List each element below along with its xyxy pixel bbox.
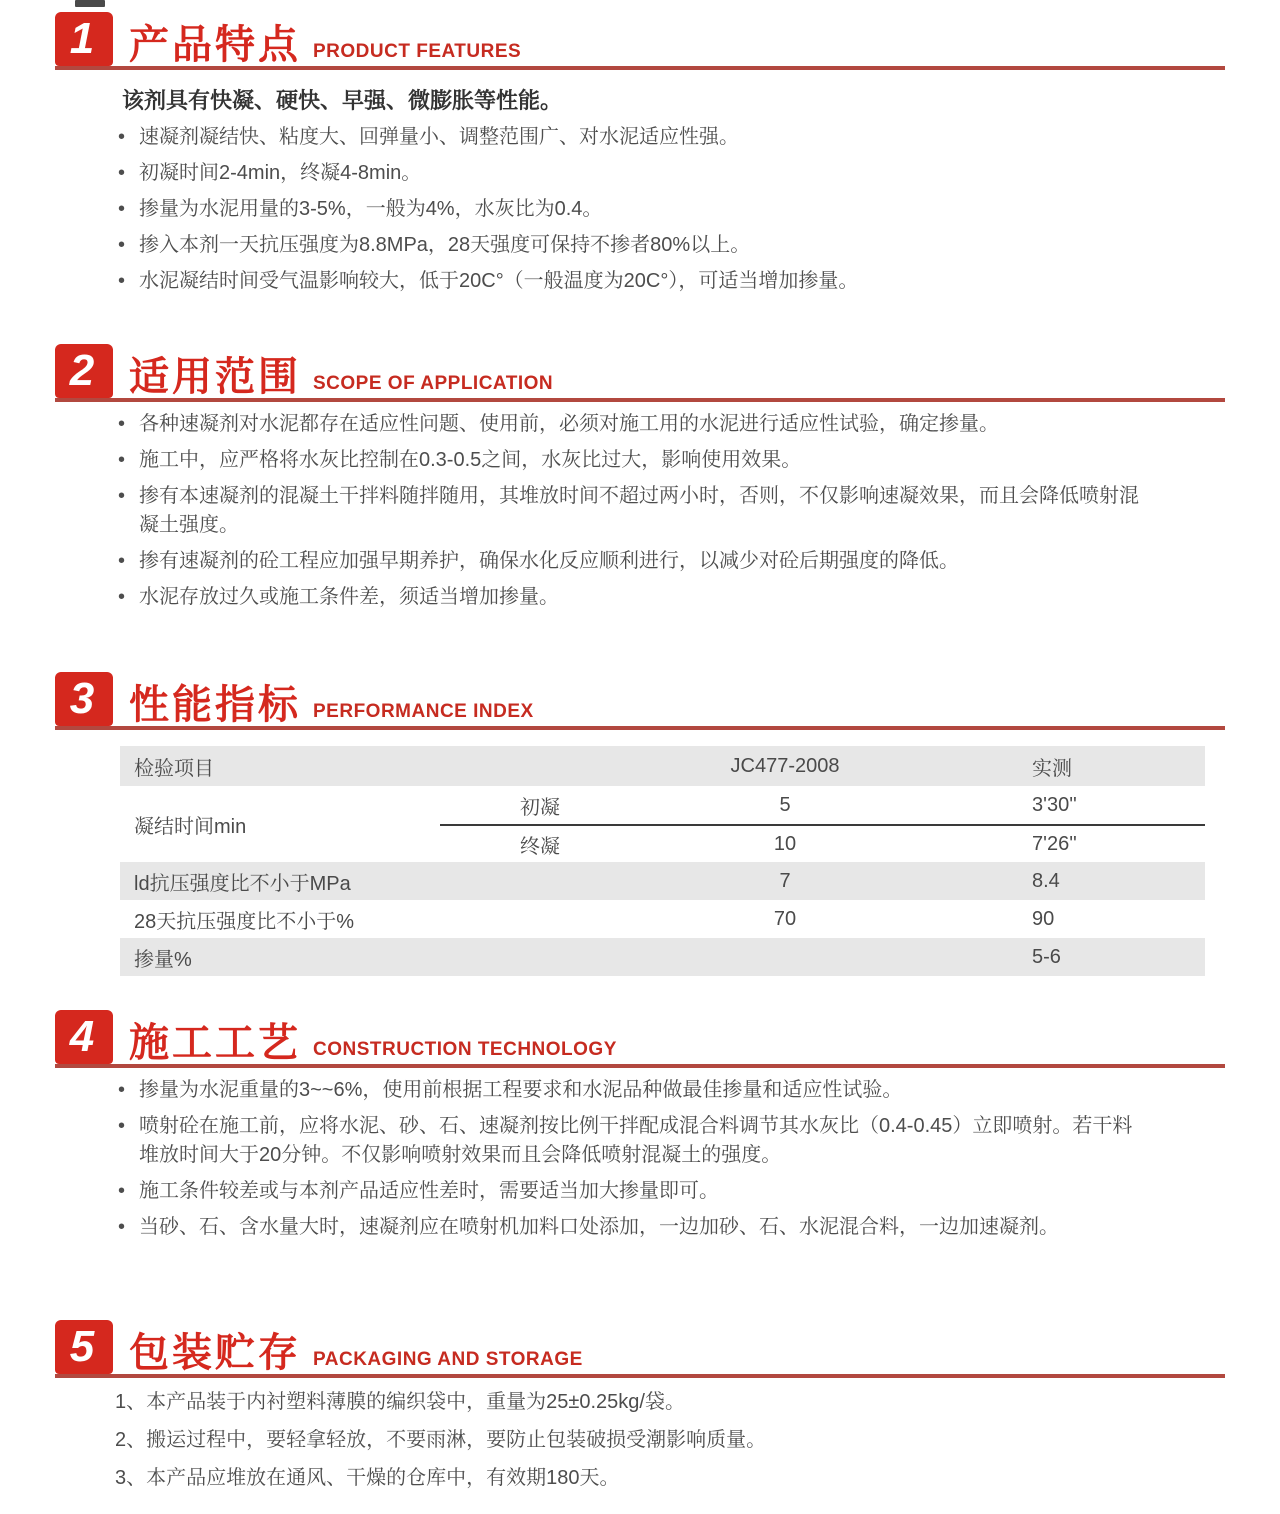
section-product-features [0, 8, 1280, 296]
section-subtitle: PERFORMANCE INDEX [313, 701, 534, 722]
table-cell-measured: 8.4 [930, 862, 1205, 900]
bullet-item: • 初凝时间2-4min，终凝4-8min。 [115, 159, 1145, 188]
section-number-badge: 3 [55, 672, 113, 726]
bullet-item: • 当砂、石、含水量大时，速凝剂应在喷射机加料口处添加，一边加砂、石、水泥混合料，一边加速凝剂。 [115, 1213, 1145, 1242]
table-cell-measured: 5-6 [930, 938, 1205, 976]
bullet-item: • 喷射砼在施工前，应将水泥、砂、石、速凝剂按比例干拌配成混合料调节其水灰比（0.4-0.45）立即喷射。若干料堆放时间大于20分钟。不仅影响喷射效果而且会降低喷射混凝土的强度。 [115, 1112, 1145, 1170]
section-performance-index [0, 668, 1280, 976]
bullet-list [115, 410, 1145, 612]
bullet-item: • 掺量为水泥重量的3~~6%，使用前根据工程要求和水泥品种做最佳掺量和适应性试验。 [115, 1076, 1145, 1105]
numbered-item: 1、本产品装于内衬塑料薄膜的编织袋中，重量为25±0.25kg/袋。 [115, 1391, 685, 1413]
section-subtitle: CONSTRUCTION TECHNOLOGY [313, 1039, 617, 1060]
bullet-list [115, 123, 1145, 296]
bullet-item: • 水泥凝结时间受气温影响较大，低于20C°（一般温度为20C°），可适当增加掺量。 [115, 267, 1145, 296]
section-subtitle: SCOPE OF APPLICATION [313, 373, 554, 394]
table-cell-initial-label: 初凝 [520, 796, 560, 819]
bullet-item: • 水泥存放过久或施工条件差，须适当增加掺量。 [115, 583, 1145, 612]
numbered-item: 2、搬运过程中，要轻拿轻放，不要雨淋，要防止包装破损受潮影响质量。 [115, 1429, 767, 1451]
table-cell-measured: 90 [1032, 907, 1055, 930]
bullet-item: • 施工条件较差或与本剂产品适应性差时，需要适当加大掺量即可。 [115, 1177, 1145, 1206]
section-header [55, 1316, 1225, 1378]
bullet-item: • 掺量为水泥用量的3-5%，一般为4%，水灰比为0.4。 [115, 195, 1145, 224]
table-cell-item: ld抗压强度比不小于MPa [120, 862, 440, 900]
table-cell-standard: 70 [773, 907, 797, 930]
section-title: 适用范围 [129, 355, 301, 399]
section-number-badge: 5 [55, 1320, 113, 1374]
section-title: 产品特点 [129, 23, 301, 67]
section-number-badge: 4 [55, 1010, 113, 1064]
bullet-item: • 速凝剂凝结快、粘度大、回弹量小、调整范围广、对水泥适应性强。 [115, 123, 1145, 152]
table-header-measured: 实测 [930, 746, 1205, 786]
section-subtitle: PRODUCT FEATURES [313, 41, 522, 62]
table-cell-final-label: 终凝 [440, 824, 640, 862]
top-edge-crop-artifact [75, 0, 105, 7]
table-cell-empty [440, 862, 640, 900]
bullet-item: • 掺有速凝剂的砼工程应加强早期养护，确保水化反应顺利进行，以减少对砼后期强度的降低。 [115, 547, 1145, 576]
section-number-badge: 1 [55, 12, 113, 66]
section-header [55, 340, 1225, 402]
bullet-item: • 施工中，应严格将水灰比控制在0.3-0.5之间，水灰比过大，影响使用效果。 [115, 446, 1145, 475]
table-cell-empty [440, 900, 640, 938]
bullet-item: • 掺有本速凝剂的混凝土干拌料随拌随用，其堆放时间不超过两小时，否则，不仅影响速凝效果，而且会降低喷射混凝土强度。 [115, 482, 1145, 540]
section-header [55, 1006, 1225, 1068]
bullet-item: • 掺入本剂一天抗压强度为8.8MPa，28天强度可保持不掺者80%以上。 [115, 231, 1145, 260]
section-number-badge: 2 [55, 344, 113, 398]
section-title: 施工工艺 [129, 1021, 301, 1065]
section-intro: 该剂具有快凝、硬快、早强、微膨胀等性能。 [122, 88, 563, 113]
table-cell-empty [440, 938, 640, 976]
table-header-item: 检验项目 [120, 746, 440, 786]
section-title: 性能指标 [129, 683, 301, 727]
table-cell-item: 28天抗压强度比不小于% [134, 910, 355, 933]
section-scope-of-application [0, 340, 1280, 612]
section-packaging-and-storage [0, 1316, 1280, 1493]
table-cell-setting-time-label: 凝结时间min [134, 815, 247, 838]
table-cell-final-standard: 10 [640, 824, 930, 862]
section-header [55, 8, 1225, 70]
table-cell-final-measured: 7'26'' [930, 824, 1205, 862]
bullet-item: • 各种速凝剂对水泥都存在适应性问题、使用前，必须对施工用的水泥进行适应性试验，确定掺量。 [115, 410, 1145, 439]
section-title: 包装贮存 [129, 1331, 301, 1375]
table-cell-standard: 7 [640, 862, 930, 900]
table-header-empty [440, 746, 640, 786]
section-construction-technology [0, 1006, 1280, 1242]
table-cell-initial-measured: 3'30'' [1032, 793, 1077, 816]
section-header [55, 668, 1225, 730]
table-cell-initial-standard: 5 [779, 793, 791, 816]
table-cell-standard [640, 938, 930, 976]
table-header-standard: JC477-2008 [640, 746, 930, 786]
table-cell-item: 掺量% [120, 938, 440, 976]
bullet-list [115, 1076, 1145, 1242]
section-subtitle: PACKAGING AND STORAGE [313, 1349, 583, 1370]
numbered-item: 3、本产品应堆放在通风、干燥的仓库中，有效期180天。 [115, 1467, 620, 1489]
performance-table [120, 746, 1205, 976]
numbered-list [115, 1388, 1145, 1493]
